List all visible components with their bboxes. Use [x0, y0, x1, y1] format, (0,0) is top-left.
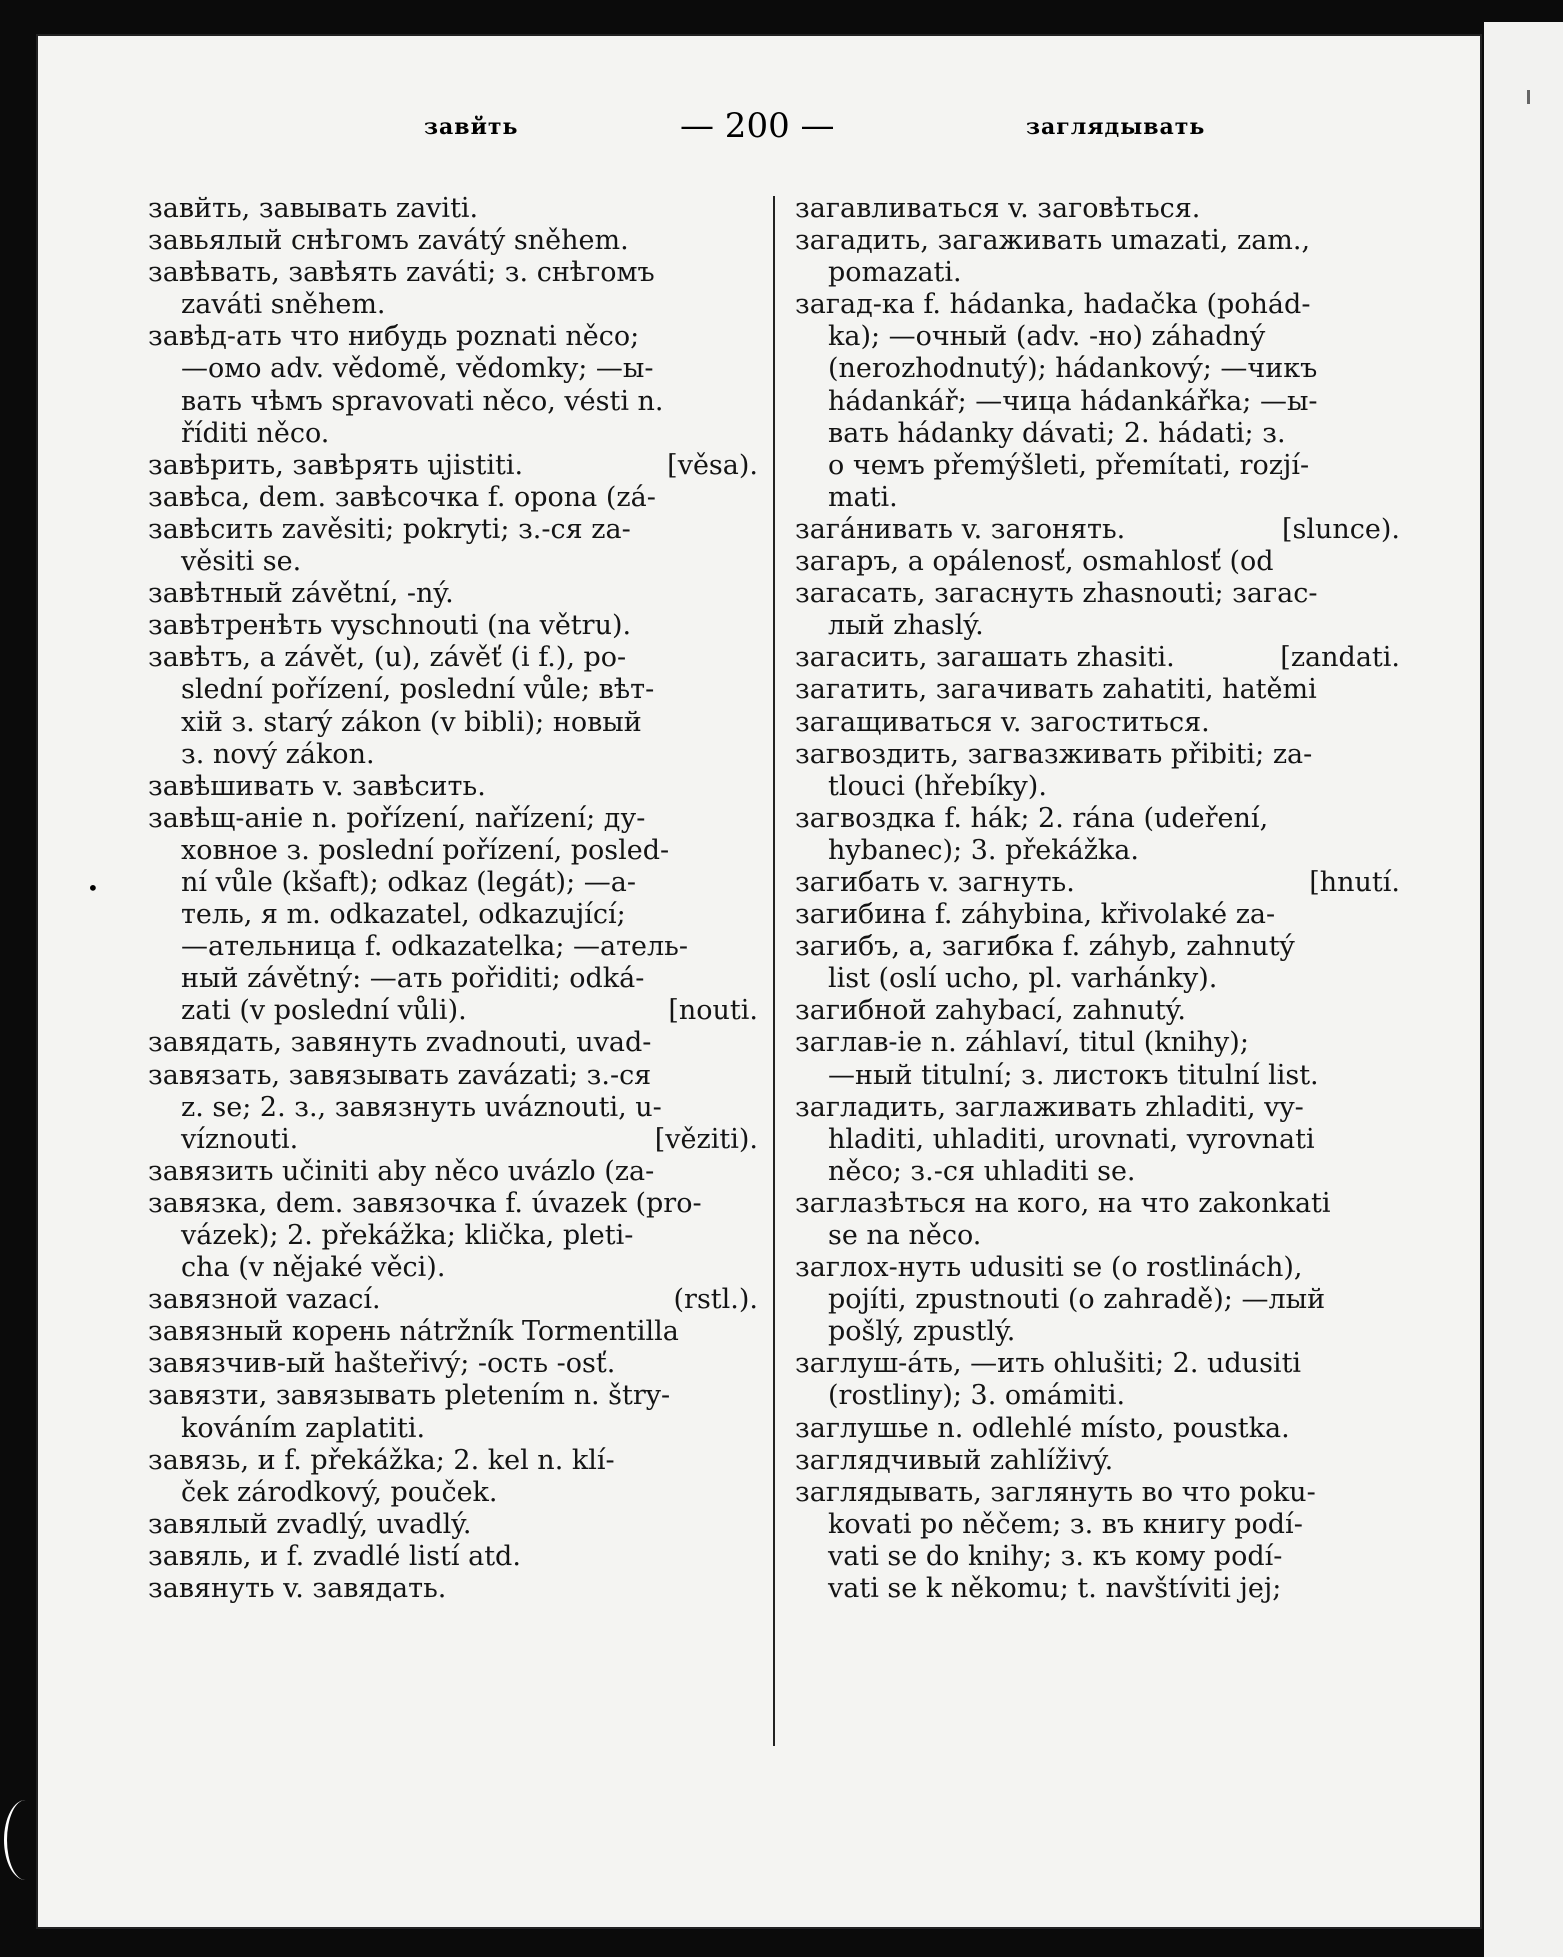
entry-text: завйть, завывать zaviti. [148, 193, 479, 224]
dictionary-line [795, 1380, 1400, 1412]
dictionary-line [148, 931, 758, 963]
entry-text: завѣд-ать что нибудь poznati něco; [148, 321, 640, 353]
dictionary-line [148, 803, 758, 835]
entry-text: заглуш-áть, —ить ohlušiti; 2. udusiti [795, 1348, 1302, 1380]
entry-text: заглядчивый zahlíživý. [795, 1444, 1114, 1476]
entry-text: завязать, завязывать zavázati; з.-ся [148, 1059, 652, 1091]
dictionary-line [148, 867, 758, 899]
dictionary-line [148, 995, 758, 1027]
entry-text: о чемъ přemýšleti, přemítati, rozjí- [828, 449, 1310, 481]
dictionary-line [795, 931, 1400, 963]
dictionary-line [148, 321, 758, 353]
dictionary-line [795, 353, 1400, 385]
entry-text: загасить, загашать zhasiti. [795, 642, 1175, 674]
entry-text: kovati po něčem; з. въ книгу podí- [828, 1508, 1303, 1540]
dictionary-line [795, 610, 1400, 642]
dictionary-line [148, 514, 758, 546]
dictionary-line [148, 1477, 758, 1509]
dictionary-line [795, 674, 1400, 706]
entry-text: вать чѣмъ spravovati něco, vésti n. [181, 385, 664, 417]
dictionary-line [148, 418, 758, 450]
dictionary-line [795, 257, 1400, 289]
dictionary-line [795, 1316, 1400, 1348]
entry-text: загатить, загачивать zahatiti, hatěmi [795, 674, 1317, 706]
dictionary-line [795, 1188, 1400, 1220]
dictionary-line [795, 386, 1400, 418]
left-guide-word: завйть [424, 114, 519, 140]
entry-text: (nerozhodnutý); hádankový; —чикъ [828, 353, 1318, 385]
entry-text: завѣтъ, a závět, (u), závěť (i f.), po- [148, 642, 627, 674]
dictionary-line [148, 610, 758, 642]
dictionary-line [148, 1413, 758, 1445]
dictionary-line [148, 1252, 758, 1284]
dictionary-line [148, 707, 758, 739]
dictionary-line [795, 867, 1400, 899]
entry-text: завязной vazací. [148, 1284, 381, 1316]
dictionary-line [148, 353, 758, 385]
dictionary-line [795, 995, 1400, 1027]
dictionary-line [148, 1060, 758, 1092]
entry-text: заглазѣться на кого, на что zakonkati [795, 1187, 1331, 1219]
entry-text: z. se; 2. з., завязнуть uváznouti, u- [181, 1091, 662, 1123]
entry-text: se na něco. [828, 1220, 982, 1251]
entry-text: завязка, dem. завязочка f. úvazek (pro- [148, 1187, 702, 1219]
dictionary-line [795, 482, 1400, 514]
entry-text: cha (v nějaké věci). [181, 1252, 446, 1284]
page-number: — 200 — [680, 106, 835, 146]
entry-text: загáнивать v. загонять. [795, 513, 1126, 545]
entry-text: тель, я m. odkazatel, odkazující; [181, 899, 626, 931]
entry-text: загащиваться v. загоститься. [795, 706, 1210, 738]
dictionary-line [795, 450, 1400, 482]
dictionary-line [148, 1316, 758, 1348]
dictionary-line [148, 963, 758, 995]
dictionary-line [795, 578, 1400, 610]
entry-text: загасать, загаснуть zhasnouti; загас- [795, 578, 1318, 610]
carryover-text: (rstl.). [673, 1284, 758, 1316]
dictionary-line [148, 193, 758, 225]
dictionary-line [148, 835, 758, 867]
entry-text: завѣвать, завѣять zaváti; з. снѣгомъ [148, 257, 655, 289]
entry-text: завязный корень nátržník Tormentilla [148, 1316, 679, 1348]
dictionary-line [795, 739, 1400, 771]
entry-text: завѣшивать v. завѣсить. [148, 770, 486, 802]
entry-text: завялый zvadlý, uvadlý. [148, 1508, 472, 1540]
entry-text: ček zárodkový, pouček. [181, 1476, 498, 1508]
entry-text: kováním zaplatiti. [181, 1412, 426, 1444]
dictionary-line [148, 1541, 758, 1573]
right-guide-word: заглядывать [1026, 114, 1206, 140]
entry-text: завязить učiniti aby něco uvázlo (za- [148, 1155, 655, 1187]
entry-text: ka); —очный (adv. -но) záhadný [828, 321, 1266, 353]
dictionary-line [795, 1092, 1400, 1124]
column-rule [773, 196, 775, 1746]
carryover-text: [slunce). [1281, 513, 1400, 545]
entry-text: з. nový zákon. [181, 738, 375, 770]
dictionary-line [795, 1220, 1400, 1252]
dictionary-line [148, 674, 758, 706]
dictionary-line [795, 835, 1400, 867]
dictionary-line [795, 1541, 1400, 1573]
entry-text: завьялый снѣгомъ zavátý sněhem. [148, 225, 629, 257]
entry-text: завянуть v. завядать. [148, 1573, 447, 1605]
right-column [795, 193, 1400, 1753]
entry-text: загибной zahybací, zahnutý. [795, 995, 1186, 1027]
entry-text: загвоздка f. hák; 2. rána (udeření, [795, 802, 1269, 834]
dictionary-line [795, 963, 1400, 995]
dictionary-line [148, 450, 758, 482]
entry-text: завѣщ-аніе n. pořízení, nařízení; ду- [148, 802, 646, 834]
dictionary-line [795, 225, 1400, 257]
dictionary-line [795, 771, 1400, 803]
dictionary-line [148, 771, 758, 803]
dictionary-line [795, 899, 1400, 931]
entry-text: —ный titulní; з. листокъ titulní list. [828, 1059, 1319, 1091]
dictionary-line [795, 1252, 1400, 1284]
dictionary-line [148, 1124, 758, 1156]
entry-text: slední pořízení, poslední vůle; вѣт- [181, 674, 655, 706]
entry-text: заглушье n. odlehlé místo, poustka. [795, 1412, 1290, 1444]
dictionary-line [148, 482, 758, 514]
dictionary-line [148, 1284, 758, 1316]
entry-text: завѣсить zavěsiti; pokryti; з.-ся za- [148, 513, 631, 545]
spine-mark [1527, 90, 1530, 104]
dictionary-line [795, 707, 1400, 739]
entry-text: věsiti se. [181, 546, 302, 578]
dictionary-line [795, 1573, 1400, 1605]
dictionary-line [148, 1156, 758, 1188]
entry-text: (rostliny); 3. omámiti. [828, 1380, 1126, 1412]
dictionary-line [148, 1220, 758, 1252]
dictionary-line [148, 1573, 758, 1605]
entry-text: лый zhaslý. [828, 610, 984, 642]
dictionary-line [148, 546, 758, 578]
entry-text: хій з. starý zákon (v bibli); новый [181, 706, 642, 738]
dictionary-line [148, 225, 758, 257]
carryover-text: [zandati. [1280, 642, 1400, 674]
entry-text: zaváti sněhem. [181, 289, 386, 321]
dictionary-line [148, 1509, 758, 1541]
dictionary-line [148, 257, 758, 289]
entry-text: загибать v. загнуть. [795, 866, 1075, 898]
entry-text: завязь, и f. překážka; 2. kel n. klí- [148, 1444, 615, 1476]
entry-text: hádankář; —чица hádankářka; —ы- [828, 385, 1318, 417]
entry-text: загладить, заглаживать zhladiti, vy- [795, 1091, 1304, 1123]
dictionary-line [795, 642, 1400, 674]
dictionary-line [795, 1060, 1400, 1092]
entry-text: завядать, завянуть zvadnouti, uvad- [148, 1027, 652, 1059]
entry-text: tlouci (hřebíky). [828, 770, 1047, 802]
dictionary-line [148, 289, 758, 321]
entry-text: загибъ, a, загибка f. záhyb, zahnutý [795, 931, 1295, 963]
dictionary-line [148, 578, 758, 610]
entry-text: завязчив-ый hašteřivý; -ость -osť. [148, 1348, 616, 1380]
entry-text: завязти, завязывать pletením n. štry- [148, 1380, 671, 1412]
entry-text: —ательница f. odkazatelka; —атель- [181, 931, 689, 963]
dictionary-line [795, 418, 1400, 450]
carryover-text: [nouti. [668, 995, 758, 1027]
entry-text: pojíti, zpustnouti (o zahradě); —лый [828, 1284, 1326, 1316]
entry-text: něco; з.-ся uhladiti se. [828, 1155, 1136, 1187]
entry-text: víznouti. [181, 1123, 299, 1155]
dictionary-line [148, 1380, 758, 1412]
left-column [148, 193, 758, 1753]
entry-text: pomazati. [828, 257, 962, 289]
entry-text: ní vůle (kšaft); odkaz (legát); —а- [181, 866, 636, 898]
dictionary-line [795, 1027, 1400, 1059]
entry-text: vati se k někomu; t. navštíviti jej; [828, 1573, 1282, 1605]
dictionary-line [795, 289, 1400, 321]
running-head [0, 106, 1563, 150]
entry-text: загад-ка f. hádanka, hadačka (pohád- [795, 289, 1311, 321]
entry-text: завѣса, dem. завѣсочка f. opona (zá- [148, 481, 656, 513]
dictionary-line [795, 1509, 1400, 1541]
dictionary-line [148, 386, 758, 418]
dictionary-line [795, 1156, 1400, 1188]
entry-text: заглядывать, заглянуть во что poku- [795, 1476, 1316, 1508]
dictionary-line [795, 1445, 1400, 1477]
binding-edge [4, 1800, 47, 1880]
dictionary-line [795, 1477, 1400, 1509]
entry-text: загаръ, a opálenosť, osmahlosť (od [795, 546, 1274, 578]
dictionary-line [148, 642, 758, 674]
entry-text: завѣрить, завѣрять ujistiti. [148, 449, 524, 481]
entry-text: hladiti, uhladiti, urovnati, vyrovnati [828, 1123, 1315, 1155]
dictionary-line [148, 1445, 758, 1477]
entry-text: заглав-іе n. záhlaví, titul (knihy); [795, 1027, 1249, 1059]
entry-text: zati (v poslední vůli). [181, 995, 467, 1027]
dictionary-line [148, 739, 758, 771]
entry-text: загибина f. záhybina, křivolaké za- [795, 899, 1276, 931]
dictionary-line [795, 1413, 1400, 1445]
entry-text: заглох-нуть udusiti se (o rostlinách), [795, 1252, 1303, 1284]
dictionary-line [148, 1027, 758, 1059]
carryover-text: [věsa). [667, 449, 758, 481]
entry-text: загвоздить, загвазживать přibiti; za- [795, 738, 1313, 770]
entry-text: завѣтный závětní, -ný. [148, 578, 454, 610]
dictionary-line [148, 1092, 758, 1124]
entry-text: загавливаться v. заговѣться. [795, 193, 1201, 224]
dictionary-line [148, 899, 758, 931]
entry-text: pošlý, zpustlý. [828, 1316, 1016, 1348]
dictionary-line [795, 1124, 1400, 1156]
dictionary-line [795, 1348, 1400, 1380]
entry-text: mati. [828, 481, 898, 513]
dictionary-line [795, 321, 1400, 353]
entry-text: list (oslí ucho, pl. varhánky). [828, 963, 1218, 995]
entry-text: vati se do knihy; з. къ кому podí- [828, 1540, 1283, 1572]
dictionary-line [795, 546, 1400, 578]
entry-text: загадить, загаживать umazati, zam., [795, 225, 1311, 257]
entry-text: —омо adv. vědomě, vědomky; —ы- [181, 353, 654, 385]
entry-text: завѣтренѣть vyschnouti (na větru). [148, 610, 632, 642]
entry-text: завяль, и f. zvadlé listí atd. [148, 1540, 521, 1572]
dictionary-line [148, 1188, 758, 1220]
entry-text: вать hádanky dávati; 2. hádati; з. [828, 417, 1286, 449]
entry-text: ховное з. poslední pořízení, posled- [181, 834, 670, 866]
dictionary-line [795, 193, 1400, 225]
carryover-text: [hnutí. [1309, 866, 1400, 898]
dictionary-line [795, 514, 1400, 546]
dictionary-line [795, 803, 1400, 835]
entry-text: říditi něco. [181, 417, 330, 449]
entry-text: ный závětný: —ать pořiditi; odká- [181, 963, 645, 995]
entry-text: hybanec); 3. překážka. [828, 834, 1139, 866]
entry-text: vázek); 2. překážka; klička, pleti- [181, 1220, 634, 1251]
dictionary-line [795, 1284, 1400, 1316]
carryover-text: [věziti). [654, 1123, 758, 1155]
dictionary-line [148, 1348, 758, 1380]
margin-dot: • [87, 876, 99, 900]
next-page-edge [1484, 22, 1563, 1957]
